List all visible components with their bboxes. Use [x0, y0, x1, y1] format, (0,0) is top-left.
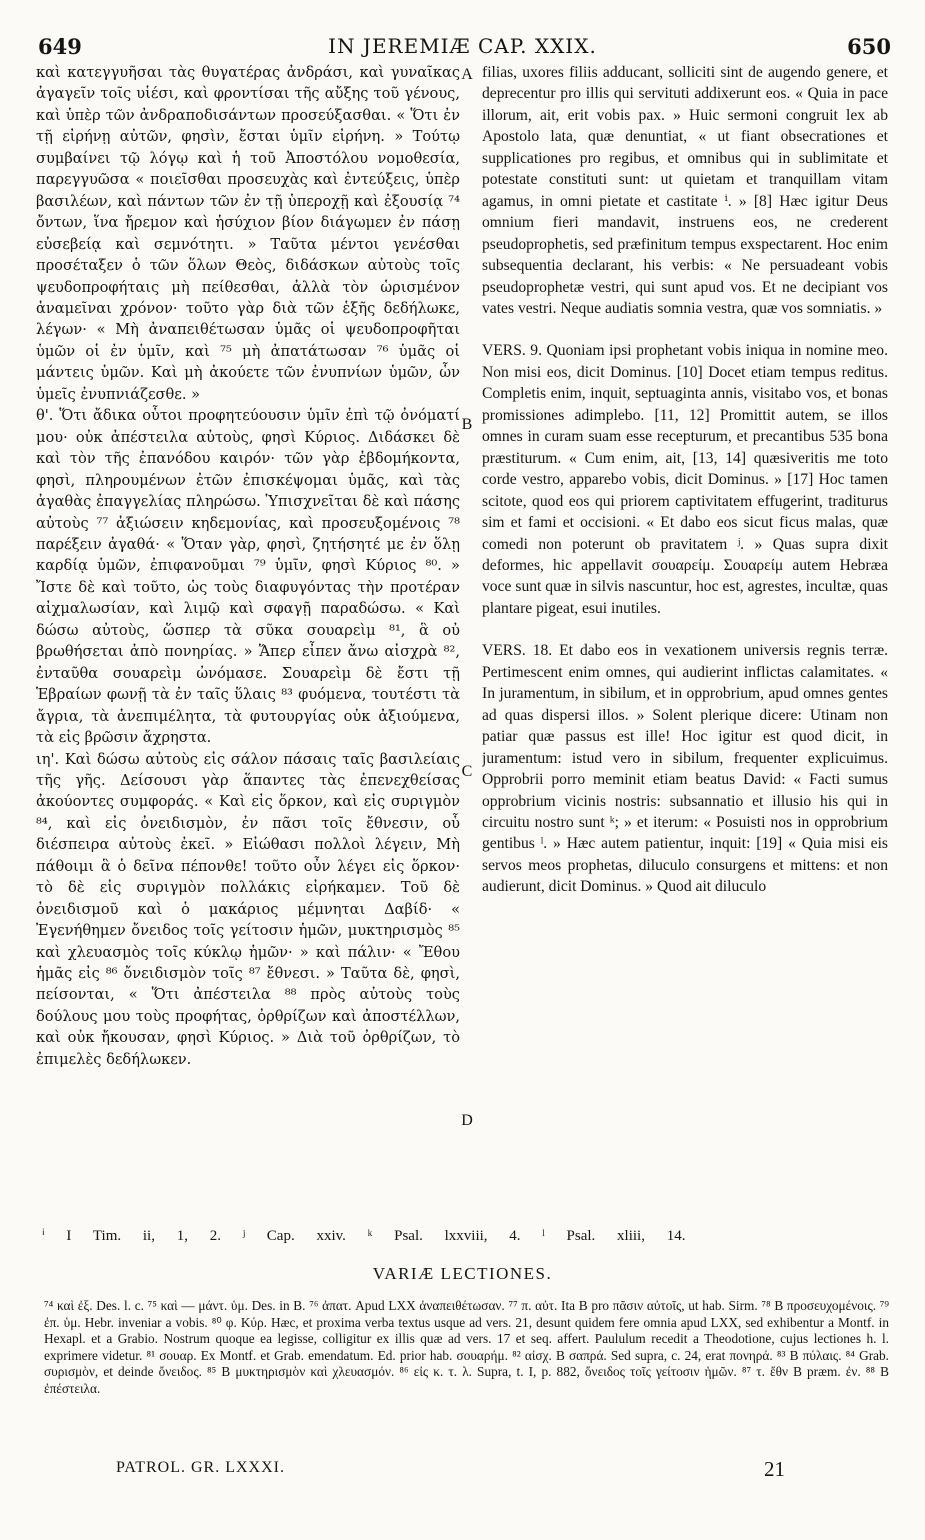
latin-paragraph: VERS. 9. Quoniam ipsi prophetant vobis iniqua in nomine meo. Non misi eos, dicit Dominus. [10] Docet etiam tempus reditus. Completis enim, inquit, septuaginta annis, visitabo vos, et bonas promissiones adimplebo. [11, 12] Promittit autem, se illos omnes in curam suam esse recepturum, et precantibus 535 bona præstiturum. « Cum enim, ait, [13, 14] quæsiveritis me toto corde vestro, apparebo vobis, dicit Dominus. » [17] Hoc tamen scitote, quod eos qui priorem captivitatem effugerint, traditurus sim et fami et occisioni. « Et dabo eos sicut ficus malas, quæ comedi non poterunt ob pravitatem ʲ. » Quas supra dixit deformes, hic appellavit σουαρείμ. Σουαρείμ autem Hebræa voce sunt quæ in silvis nascuntur, hoc est, agrestes, incultæ, quas plantare pigeat, esui inutiles. — [482, 342, 888, 617]
variae-lectiones-heading: VARIÆ LECTIONES. — [372, 1264, 553, 1283]
patrologia-reference: PATROL. GR. LXXXI. — [116, 1459, 285, 1476]
greek-paragraph: θ'. Ὅτι ἄδικα οὗτοι προφητεύουσιν ὑμῖν ἐπὶ τῷ ὀνόματί μου· οὐκ ἀπέστειλα αὐτοὺς, φησὶ Κύριος. Διδάσκει δὲ καὶ τὸν τῆς ἐπανόδου καιρόν· τῶν γὰρ ἑβδομήκοντα, φησὶ, πληρουμένων ἐτῶν ἐπισκέψομαι ὑμᾶς, καὶ τὰς ἀγαθὰς ἐπαγγελίας πληρώσω. Ὑπισχνεῖται δὲ καὶ πάσης αὐτοὺς ⁷⁷ ἀξιώσειν κηδεμονίας, καὶ προσευξομένοις ⁷⁸ παρέξειν ἀγαθά· « Ὅταν γὰρ, φησὶ, ζητήσητέ με ἐν ὅλῃ καρδίᾳ ὑμῶν, ἐπιφανοῦμαι ⁷⁹ ὑμῖν, φησὶ Κύριος ⁸⁰. » Ἴστε δὲ καὶ τοῦτο, ὡς τοὺς διαφυγόντας τὴν προτέραν αἰχμαλωσίαν, καὶ λιμῷ καὶ σφαγῇ παραδώσω. « Καὶ δώσω αὐτοὺς, ὥσπερ τὰ σῦκα σουαρεὶμ ⁸¹, ἃ οὐ βρωθήσεται ἀπὸ πονηρίας. » Ἅπερ εἶπεν ἄνω αἰσχρὰ ⁸², ἐνταῦθα σουαρεὶμ ὠνόμασε. Σουαρεὶμ δὲ ἔστι τῇ Ἑβραίων φωνῇ τὰ ἐν ταῖς ὕλαις ⁸³ φυόμενα, τουτέστι τὰ ἄγρια, τὰ ἀνεπιμέλητα, τὰ φυτουργίας οὐκ ἀξιούμενα, τὰ εἰς βρῶσιν ἄχρηστα. — [36, 407, 460, 747]
page-footer — [116, 1459, 785, 1489]
page-number-left: 649 — [38, 34, 82, 59]
latin-paragraph: VERS. 18. Et dabo eos in vexationem universis regnis terræ. Pertimescent enim omnes, qui audierint inflictas calamitates. « In juramentum, in sibilum, et in opprobrium, apud omnes gentes ad quas dispersi illos. » Solent plerique dicere: Utinam non patiar quæ passus est ille! Hoc igitur est quod dicit, in juramentum: istud vero in sibilum, frequenter explicuimus. Opprobrii porro meminit etiam beatus David: « Facti sumus opprobrium vicinis nostris: subsannatio et illusio his qui in circuitu nostro sunt ᵏ; » et iterum: « Posuisti nos in opprobrium gentibus ˡ. » Hæc autem patientur, inquit: [19] « Quia misi eis servos meos prophetas, diluculo consurgens et mittens: et non audierunt, dicit Dominus. » Quod ait diluculo — [482, 642, 888, 896]
greek-paragraph: καὶ κατεγγυῆσαι τὰς θυγατέρας ἀνδράσι, καὶ γυναῖκας ἀγαγεῖν τοῖς υἱέσι, καὶ φροντίσαι τῆς αὔξης τοῦ γένους, καὶ ὑπὲρ τῶν ἀνδραποδισάντων προσεύξασθαι. « Ὅτι ἐν τῇ εἰρήνῃ αὐτῶν, φησὶν, ἔσται ὑμῖν εἰρήνη. » Τούτῳ συμβαίνει τῷ λόγῳ καὶ ἡ τοῦ Ἀποστόλου νομοθεσία, παρεγγυῶσα « ποιεῖσθαι προσευχὰς καὶ ἐντεύξεις, ὑπὲρ βασιλέων, καὶ πάντων τῶν ἐν τῇ ὑπεροχῇ καὶ ἐξουσίᾳ ⁷⁴ ὄντων, ἵνα ἤρεμον καὶ ἡσύχιον βίον διάγωμεν ἐν πάσῃ εὐσεβείᾳ καὶ σεμνότητι. » Ταῦτα μέντοι γενέσθαι προσέταξεν ὁ τῶν ὅλων Θεὸς, διδάσκων αὐτοὺς τοῖς ψευδοπροφήταις μὴ πείθεσθαι, ἀλλὰ τὸν ὡρισμένον ἀναμεῖναι χρόνον· τοῦτο γὰρ διὰ τῶν ἑξῆς δεδήλωκε, λέγων· « Μὴ ἀναπειθέτωσαν ὑμᾶς οἱ ψευδοπροφῆται ὑμῶν οἱ ἐν ὑμῖν, καὶ ⁷⁵ μὴ ἀπατάτωσαν ⁷⁶ ὑμᾶς οἱ μάντεις ὑμῶν. Καὶ μὴ ἀκούετε τῶν ἐνυπνίων ὑμῶν, ὧν ὑμεῖς ἐνυπνιάζεσθε. » — [36, 64, 460, 403]
greek-paragraph: ιη'. Καὶ δώσω αὐτοὺς εἰς σάλον πάσαις ταῖς βασιλείαις τῆς γῆς. Δείσουσι γὰρ ἅπαντες τὰς ἐπενεχθείσας ἀκούοντες συμφοράς. « Καὶ εἰς ὅρκον, καὶ εἰς συριγμὸν ⁸⁴, καὶ εἰς ὀνειδισμὸν, ἐν πᾶσι τοῖς ἔθνεσιν, οὗ διέσπειρα αὐτοὺς ἐκεῖ. » Εἰώθασι πολλοὶ λέγειν, Μὴ πάθοιμι ἃ ὁ δεῖνα πέπονθε! τοῦτο οὖν λέγει εἰς ὅρκον· τὸ δὲ εἰς συριγμὸν πολλάκις εἰρήκαμεν. Τοῦ δὲ ὀνειδισμοῦ καὶ ὁ μακάριος μέμνηται Δαβίδ· « Ἐγενήθημεν ὄνειδος τοῖς γείτοσιν ἡμῶν, μυκτηρισμὸς ⁸⁵ καὶ χλευασμὸς τοῖς κύκλῳ ἡμῶν· » καὶ πάλιν· « Ἔθου ἡμᾶς εἰς ⁸⁶ ὄνειδισμὸν τοῖς ⁸⁷ ἔθνεσι. » Ταῦτα δὲ, φησὶ, πείσονται, « Ὅτι ἀπέστειλα ⁸⁸ πρὸς αὐτοὺς τοὺς δούλους μου τοὺς προφήτας, ὀρθρίζων καὶ ἀποστέλλων, καὶ οὐκ ἤκουσαν, φησὶ Κύριος. » Διὰ τοῦ ὀρθρίζων, τὸ ἐπιμελὲς δεδήλωκεν. — [36, 750, 460, 1068]
margin-letter-c: C — [461, 763, 473, 780]
footnotes: ⁱ I Tim. ii, 1, 2. ʲ Cap. xxiv. ᵏ Psal. lxxviii, 4. ˡ Psal. xliii, 14. — [42, 1228, 686, 1244]
variae-lectiones-text: ⁷⁴ καὶ ἐξ. Des. l. c. ⁷⁵ καὶ — μάντ. ὑμ. Des. in B. ⁷⁶ ἀπατ. Apud LXX ἀναπειθέτωσαν. ⁷⁷ π. αὐτ. Ita B pro πᾶσιν αὐτοῖς, ut hab. Sirm. ⁷⁸ B προσευχομένοις. ⁷⁹ ἐπ. ὑμ. Hebr. inveniar a vobis. ⁸⁰ φ. Κύρ. Hæc, et proxima verba textus usque ad vers. 21, desunt quidem fere omnia apud LXX, sed exhibentur a Montf. in Hexapl. et a Grabio. Nostrum quoque ea legisse, colligitur ex illis quæ ad vers. 17 et seq. affert. Paululum recedit a Theodotione, cujus lectiones h. l. exprimere videtur. ⁸¹ σουαρ. Ex Montf. et Grab. emendatum. Ed. prior hab. σουαρήμ. ⁸² αἰσχ. B σαπρά. Sed supra, c. 24, erat πονηρά. ⁸³ B πύλαις. ⁸⁴ Grab. συρισμὸν, et deinde ὄνειδος. ⁸⁵ B μυκτηρισμὸν καὶ χλευασμόν. ⁸⁶ εἰς κ. τ. λ. Supra, t. I, p. 882, ὄνειδος τοῖς γείτοσιν ἡμῶν. ⁸⁷ τ. ἔθν B præm. ἐν. ⁸⁸ B ἐπέστειλα. — [44, 1298, 889, 1396]
latin-column — [482, 62, 888, 1239]
running-title: IN JEREMIÆ CAP. XXIX. — [328, 34, 597, 58]
margin-letter-d: D — [461, 1112, 473, 1129]
page-number-right: 650 — [847, 34, 891, 59]
latin-paragraph: filias, uxores filiis adducant, solliciti sint de augendo genere, et deprecentur pro illis qui servituti addixerunt eos. « Quia in pace illorum, ait, erit vobis pax. » Huic sermoni congruit lex ab Apostolo lata, quæ denuntiat, « ut fiant obsecrationes et supplicationes pro regibus, et omnibus qui in sublimitate et potestate constituti sunt: ut quietam et tranquillam vitam agamus, in omni pietate et castitate ⁱ. » [8] Hæc igitur Deus omnium fieri mandavit, instruens eos, ne crederent pseudoprophetis, sed præfinitum tempus exspectarent. Hoc enim subsequentia declarant, his verbis: « Ne persuadeant vobis pseudoprophetæ vestri, qui sunt apud vos. Et ne decipiant vos vates vestri. Neque audiatis somnia vestra, quæ vos somniatis. » — [482, 64, 888, 317]
margin-letter-b: B — [461, 416, 473, 433]
greek-column — [36, 62, 460, 1239]
margin-letter-a: A — [461, 66, 473, 83]
variae-lectiones — [44, 1298, 889, 1398]
signature-mark: 21 — [764, 1457, 785, 1481]
